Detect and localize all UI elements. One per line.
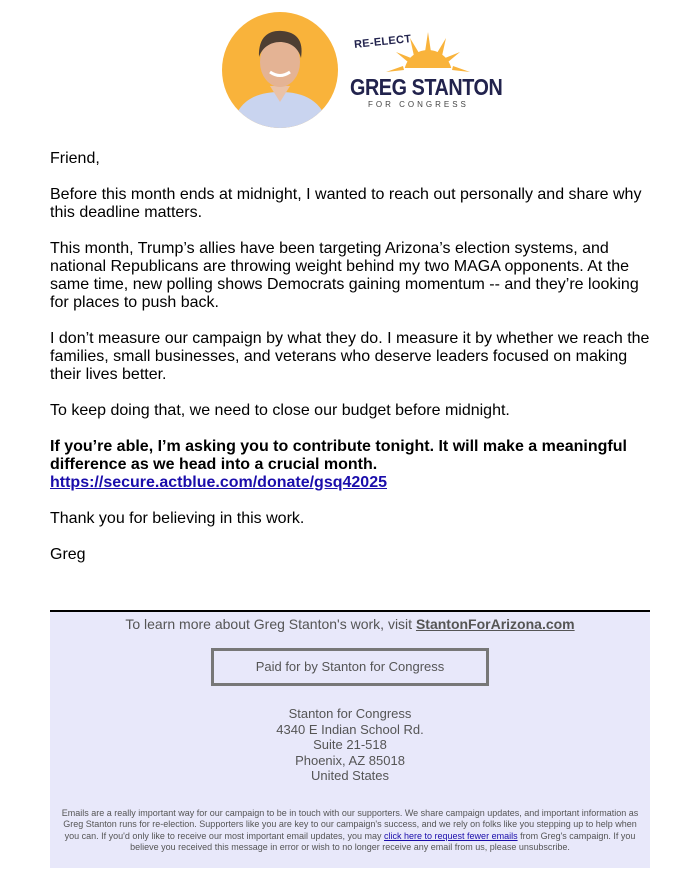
address-line: Stanton for Congress: [288, 706, 412, 721]
donation-ask: [50, 438, 655, 492]
greeting: Friend,: [50, 150, 100, 167]
email-body: [50, 150, 655, 582]
signoff: Greg: [50, 546, 86, 563]
fewer-emails-link[interactable]: click here to request fewer emails: [384, 830, 518, 841]
candidate-photo: [222, 12, 338, 128]
thanks: Thank you for believing in this work.: [50, 510, 305, 527]
candidate-photo-image: [222, 12, 338, 128]
fine-text: from Greg's campaign. If you believe you received this message in error or wish to no longer receive any email from us, please unsubscribe.: [130, 830, 636, 852]
paragraph: To keep doing that, we need to close our budget before midnight.: [50, 402, 510, 419]
website-link[interactable]: StantonForArizona.com: [415, 616, 575, 632]
logo-name: GREG STANTON: [350, 74, 503, 100]
address-line: 4340 E Indian School Rd.: [276, 721, 424, 737]
donate-link[interactable]: https://secure.actblue.com/donate/gsq42025: [50, 474, 387, 491]
sun-icon: [346, 28, 486, 78]
mailing-address: [50, 706, 650, 784]
paragraph: Before this month ends at midnight, I wanted to reach out personally and share why this deadline matters.: [50, 186, 642, 221]
address-line: United States: [310, 768, 390, 783]
paragraph: This month, Trump’s allies have been targeting Arizona’s election systems, and national Republicans are throwing weight behind my two MAGA opponents. At the same time, new polling shows Democrats gaining momentum -- and they’re looking for places to push back.: [50, 240, 639, 311]
ask-text: If you’re able, I’m asking you to contribute tonight. It will make a meaningful difference as we head into a crucial month.: [50, 438, 627, 473]
address-line: Suite 21-518: [313, 737, 387, 752]
paragraph: I don’t measure our campaign by what they do. I measure it by whether we reach the families, small businesses, and veterans who deserve leaders focused on making their lives better.: [50, 330, 650, 383]
email-footer: [50, 610, 650, 868]
address-line: Phoenix, AZ 85018: [295, 752, 405, 768]
fine-print: [60, 808, 640, 854]
campaign-logo: [346, 28, 503, 118]
learn-more: [50, 615, 650, 633]
learn-text: To learn more about Greg Stanton's work, visit: [125, 616, 416, 632]
fine-text: Emails are a really important way for our campaign to be in touch with our supporters. We share campaign updates, and important information as Greg Stanton runs for re-election. Supporters like you are key to our campaign's success, and we rely on folks like you stepping up to help when you can. If you'd only like to receive our most important email updates, you may: [61, 807, 639, 841]
logo-reelect: RE-ELECT: [353, 33, 412, 51]
paid-for-box: Paid for by Stanton for Congress: [211, 648, 489, 686]
email-header: [0, 0, 700, 140]
logo-subtitle: FOR CONGRESS: [368, 100, 469, 109]
